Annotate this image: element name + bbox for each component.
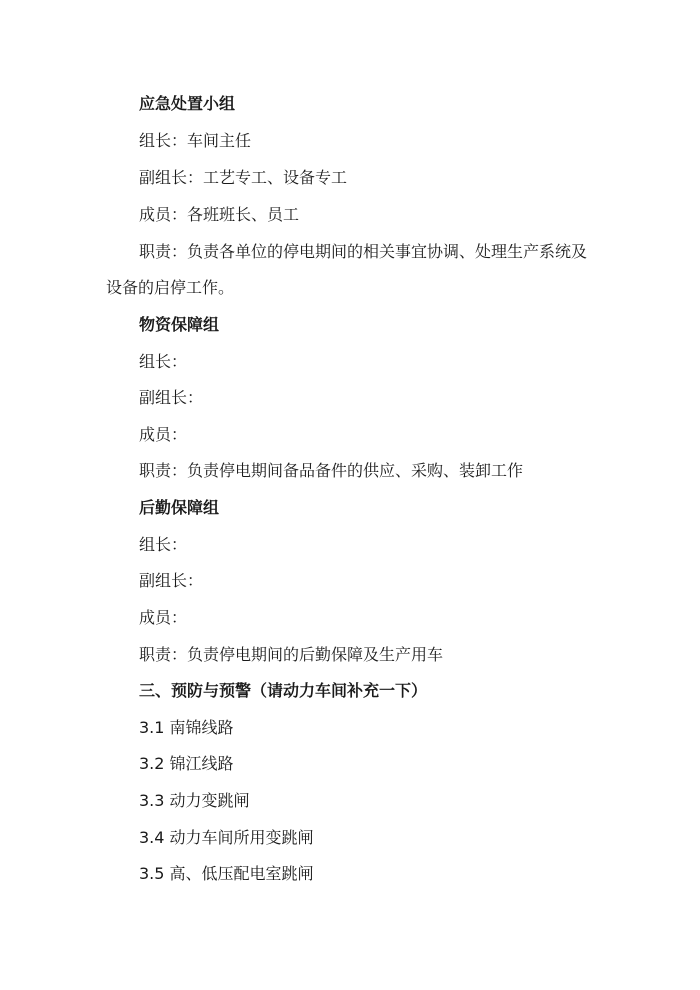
supply-group-deputy-leader: 副组长： xyxy=(139,388,204,407)
logistics-group-duty: 职责：负责停电期间的后勤保障及生产用车 xyxy=(139,645,444,664)
supply-group-members: 成员： xyxy=(139,425,188,444)
emergency-group-members: 成员：各班班长、员工 xyxy=(139,205,300,224)
logistics-group-heading: 后勤保障组 xyxy=(139,498,220,517)
logistics-group-deputy-leader: 副组长： xyxy=(139,571,204,590)
section3-item: 3.5 高、低压配电室跳闸 xyxy=(139,864,314,883)
logistics-group-members: 成员： xyxy=(139,608,188,627)
section3-item: 3.1 南锦线路 xyxy=(139,718,234,737)
section3-item: 3.4 动力车间所用变跳闸 xyxy=(139,828,314,847)
emergency-group-duty-line2: 设备的启停工作。 xyxy=(106,278,235,297)
emergency-group-leader: 组长：车间主任 xyxy=(139,131,252,150)
section3-item: 3.2 锦江线路 xyxy=(139,754,234,773)
logistics-group-leader: 组长： xyxy=(139,535,188,554)
emergency-group-deputy-leader: 副组长：工艺专工、设备专工 xyxy=(139,168,348,187)
supply-group-leader: 组长： xyxy=(139,352,188,371)
supply-group-duty: 职责：负责停电期间备品备件的供应、采购、装卸工作 xyxy=(139,461,524,480)
supply-group-heading: 物资保障组 xyxy=(139,315,220,334)
emergency-group-duty-line1: 职责：负责各单位的停电期间的相关事宜协调、处理生产系统及 xyxy=(139,242,588,261)
section3-heading: 三、预防与预警（请动力车间补充一下） xyxy=(139,681,428,700)
emergency-group-heading: 应急处置小组 xyxy=(139,94,236,113)
section3-item: 3.3 动力变跳闸 xyxy=(139,791,250,810)
